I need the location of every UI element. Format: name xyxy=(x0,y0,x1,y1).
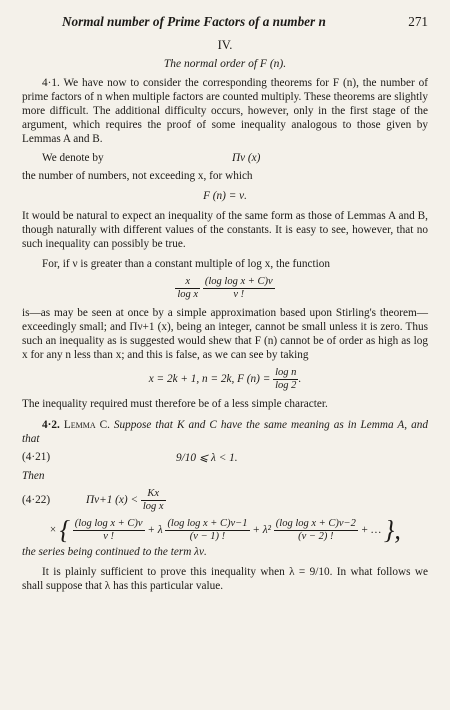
denote-row xyxy=(22,152,428,164)
fraction-log-n-log-2: $\frac{\text{log n}}{\log 2}$ xyxy=(275,367,297,392)
paragraph-natural: It would be natural to expect an inequality of the same form as those of Lemmas A and B, though naturally with different values of the constants. It is easy to see, however, that no such inequality can possibly be true. xyxy=(22,209,428,250)
paragraph-for-if: For, if ν is greater than a constant multiple of log x, the function xyxy=(42,257,331,270)
paragraph-4-1: 4·1. We have now to consider the corresponding theorems for F (n), the number of prime factors of n when multiple factors are counted multiply. These theorems are slightly more difficult. The additional difficulty occurs, however, only in the first stage of the argument, which requires the proof of some inequality analogous to those given by Lemmas A and B. xyxy=(22,77,428,146)
fraction-a: $\frac{x}{\text{log x}}$ xyxy=(177,276,199,301)
eq-4-21-content: 9/10 ⩽ λ < 1. xyxy=(176,451,238,464)
label-4-21: (4·21) xyxy=(22,451,51,464)
denote-lead: We denote by xyxy=(42,152,104,165)
series-note: the series being continued to the term λν. xyxy=(22,545,207,558)
right-brace: }, xyxy=(383,515,401,545)
denote-tail: the number of numbers, not exceeding x, for which xyxy=(22,170,253,183)
denote-symbol: Πν (x) xyxy=(232,152,261,165)
left-brace: { xyxy=(59,515,70,545)
fraction-Kx-logx: $\frac{Kx}{\text{log x}}$ xyxy=(142,487,164,512)
running-header xyxy=(22,14,428,30)
equation-taking: x = 2k + 1, n = 2k, F (n) = $\frac{\text{log n}}{\log 2}$ . xyxy=(148,367,302,392)
series-expansion: × { $\frac{\text{(log log x + C)ν}}{\nu !}$ + λ $\frac{\text{(log log x + C)ν−1}}{(\nu - 1) !}$ + λ² $\frac{\text{(log log x + C)ν−2}}{(\nu - 2) !}$ + … }, xyxy=(49,515,401,545)
paragraph-is-as: is—as may be seen at once by a simple approximation based upon Stirling's theorem—exceedingly small; and Πν+1 (x), being an integer, cannot be small unless it is zero. Thus such an inequality as is suggested would shew that F (n) cannot be of order as high as log x for any n less than x; and this is false, as we can see by taking xyxy=(22,307,428,362)
header-title: Normal number of Prime Factors of a number n xyxy=(62,14,326,29)
label-4-22: (4·22) xyxy=(22,494,51,507)
page-number: 271 xyxy=(408,14,428,29)
then-label: Then xyxy=(22,469,45,482)
equation-4-22: (4·22) Πν+1 (x) < $\frac{Kx}{\text{log x}}$ xyxy=(22,487,164,512)
lemma-c-statement: 4·2. Lemma C. Suppose that K and C have the same meaning as in Lemma A, and that xyxy=(22,418,428,445)
paragraph-final: It is plainly sufficient to prove this inequality when λ = 9/10. In what follows we shall suppose that λ has this particular value. xyxy=(22,565,428,592)
section-numeral: IV. xyxy=(217,38,233,52)
section-title: The normal order of F (n). xyxy=(163,58,287,70)
equation-4-21 xyxy=(22,451,428,464)
equation-F-n-nu: F (n) = ν. xyxy=(203,189,247,202)
paragraph-inequality: The inequality required must therefore be of a less simple character. xyxy=(22,398,328,411)
equation-fraction-1 xyxy=(22,276,428,301)
fraction-b: $\frac{\text{(log log x + C)ν}}{\nu !}$ xyxy=(204,276,273,301)
